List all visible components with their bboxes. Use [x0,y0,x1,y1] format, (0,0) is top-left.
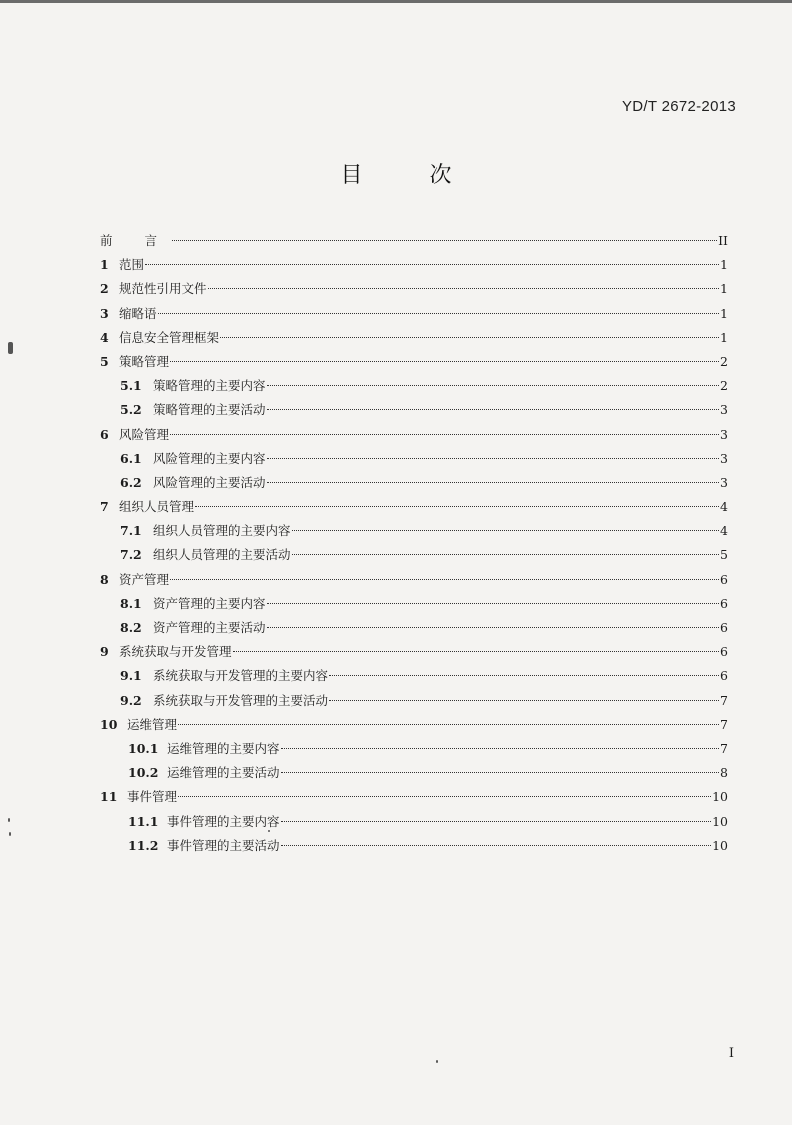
toc-entry[interactable] [100,543,728,567]
toc-entry[interactable] [100,277,728,301]
toc-dot-leader [178,796,711,797]
toc-entry-title: 系统获取与开发管理的主要活动 [153,692,329,708]
scan-speck [436,1060,438,1063]
toc-title: 目 次 [340,163,482,188]
toc-entry[interactable] [100,785,728,809]
toc-entry-number: 11 [100,789,118,805]
toc-entry-number: 10.2 [128,765,159,781]
toc-entry-number: 9 [100,644,109,660]
toc-entry-number: 8.1 [120,595,142,611]
toc-entry-page: 7 [720,740,728,756]
toc-entry-number: 2 [100,281,109,297]
toc-entry[interactable] [100,423,728,447]
toc-entry-page: 1 [720,329,728,345]
toc-entry-page: 2 [720,378,728,394]
toc-entry-page: 10 [712,837,728,853]
toc-dot-leader [195,506,719,507]
toc-entry-page: II [718,233,728,248]
toc-entry-number: 5.2 [120,402,142,418]
toc-entry-page: 6 [720,620,728,635]
toc-entry-page: 10 [712,813,728,829]
table-of-contents [100,229,728,858]
scan-speck [268,830,270,832]
toc-entry-number: 6 [100,426,109,442]
toc-entry-title: 信息安全管理框架 [119,329,220,345]
toc-entry-number: 7.2 [120,547,142,563]
toc-entry-page: 5 [720,547,728,563]
toc-entry[interactable] [100,689,728,713]
toc-entry-number: 1 [100,257,109,273]
toc-entry-page: 3 [720,402,728,418]
toc-dot-leader [220,337,719,338]
toc-dot-leader [281,772,719,773]
scan-speck [8,342,13,354]
toc-entry[interactable] [100,519,728,543]
toc-entry[interactable] [100,253,728,277]
toc-entry-page: 1 [720,257,728,273]
toc-entry-page: 6 [720,644,728,660]
toc-entry-page: 7 [720,692,728,708]
toc-entry[interactable] [100,713,728,737]
toc-entry-title: 组织人员管理的主要内容 [153,523,291,539]
toc-entry-title: 事件管理 [127,789,178,805]
toc-entry-title: 组织人员管理 [119,499,195,515]
toc-dot-leader [267,458,719,459]
toc-dot-leader [292,530,719,531]
toc-entry-page: 8 [720,765,728,781]
page-number: I [728,1046,734,1061]
toc-dot-leader [267,482,719,483]
toc-dot-leader [170,361,719,362]
toc-entry-number: 9.1 [120,668,142,684]
toc-entry-number: 11.1 [128,813,159,829]
toc-entry-page: 3 [720,474,728,490]
toc-dot-leader [281,748,719,749]
toc-entry-title: 策略管理的主要活动 [153,402,266,418]
toc-entry-page: 1 [720,281,728,297]
toc-entry[interactable] [100,350,728,374]
toc-entry-number: 10.1 [128,740,159,756]
toc-entry-page: 4 [720,523,728,539]
toc-dot-leader [267,627,719,628]
toc-entry-page: 1 [720,305,728,321]
toc-entry-title: 范围 [119,257,145,273]
toc-entry-number: 6.2 [120,474,142,490]
toc-entry-title: 运维管理的主要内容 [167,740,280,756]
toc-entry-title: 风险管理的主要内容 [153,450,266,466]
toc-entry-number: 4 [100,329,109,345]
toc-entry[interactable] [100,761,728,785]
toc-entry-number: 8.2 [120,620,142,635]
toc-dot-leader [170,434,719,435]
toc-entry-page: 6 [720,595,728,611]
toc-entry-number: 8 [100,571,109,587]
toc-entry-number: 11.2 [128,837,159,853]
toc-entry[interactable] [100,640,728,664]
toc-entry-title: 运维管理的主要活动 [167,765,280,781]
toc-entry-title: 资产管理的主要内容 [153,595,266,611]
toc-entry[interactable] [100,229,728,253]
toc-entry-page: 6 [720,668,728,684]
toc-entry[interactable] [100,374,728,398]
toc-entry[interactable] [100,737,728,761]
toc-entry[interactable] [100,302,728,326]
toc-entry-title: 资产管理 [119,571,170,587]
toc-entry[interactable] [100,326,728,350]
toc-entry-page: 6 [720,571,728,587]
toc-entry-number: 7 [100,499,109,515]
toc-entry-page: 10 [712,789,728,805]
toc-dot-leader [329,700,719,701]
toc-dot-leader [208,288,719,289]
toc-entry-page: 2 [720,353,728,369]
toc-entry-title: 系统获取与开发管理 [119,644,232,660]
toc-entry[interactable] [100,592,728,616]
toc-dot-leader [281,821,712,822]
toc-entry-title: 事件管理的主要内容 [167,813,280,829]
toc-dot-leader [172,240,717,241]
toc-entry[interactable] [100,568,728,592]
toc-entry-page: 3 [720,450,728,466]
toc-dot-leader [292,554,719,555]
toc-entry[interactable] [100,810,728,834]
toc-entry-title: 风险管理 [119,426,170,442]
toc-entry-title: 系统获取与开发管理的主要内容 [153,668,329,684]
toc-entry-number: 6.1 [120,450,142,466]
toc-entry-title: 缩略语 [119,305,157,321]
toc-entry-title: 资产管理的主要活动 [153,620,266,635]
toc-dot-leader [145,264,719,265]
toc-dot-leader [267,385,719,386]
toc-entry[interactable] [100,616,728,640]
toc-entry-number: 5.1 [120,378,142,394]
toc-dot-leader [267,409,719,410]
toc-entry[interactable] [100,834,728,858]
toc-entry-page: 4 [720,499,728,515]
toc-dot-leader [178,724,719,725]
toc-entry-number: 10 [100,716,118,732]
toc-entry-title: 策略管理的主要内容 [153,378,266,394]
toc-entry[interactable] [100,664,728,688]
toc-entry-page: 3 [720,426,728,442]
scan-top-edge [0,0,792,3]
toc-entry-title: 规范性引用文件 [119,281,207,297]
toc-dot-leader [329,675,719,676]
toc-entry[interactable] [100,398,728,422]
scan-speck [8,818,10,822]
toc-entry-title: 运维管理 [127,716,178,732]
toc-entry[interactable] [100,471,728,495]
toc-entry[interactable] [100,447,728,471]
toc-entry-title: 前 言 [100,233,171,248]
standard-code: YD/T 2672-2013 [622,98,736,115]
toc-entry-title: 组织人员管理的主要活动 [153,547,291,563]
toc-dot-leader [267,603,719,604]
toc-dot-leader [233,651,719,652]
scan-speck [9,832,11,836]
toc-entry-title: 策略管理 [119,353,170,369]
toc-entry-number: 7.1 [120,523,142,539]
toc-entry-page: 7 [720,716,728,732]
toc-entry-number: 5 [100,353,109,369]
toc-entry-number: 3 [100,305,109,321]
toc-entry[interactable] [100,495,728,519]
toc-dot-leader [158,313,719,314]
toc-entry-number: 9.2 [120,692,142,708]
toc-dot-leader [281,845,712,846]
toc-entry-title: 事件管理的主要活动 [167,837,280,853]
toc-dot-leader [170,579,719,580]
toc-entry-title: 风险管理的主要活动 [153,474,266,490]
